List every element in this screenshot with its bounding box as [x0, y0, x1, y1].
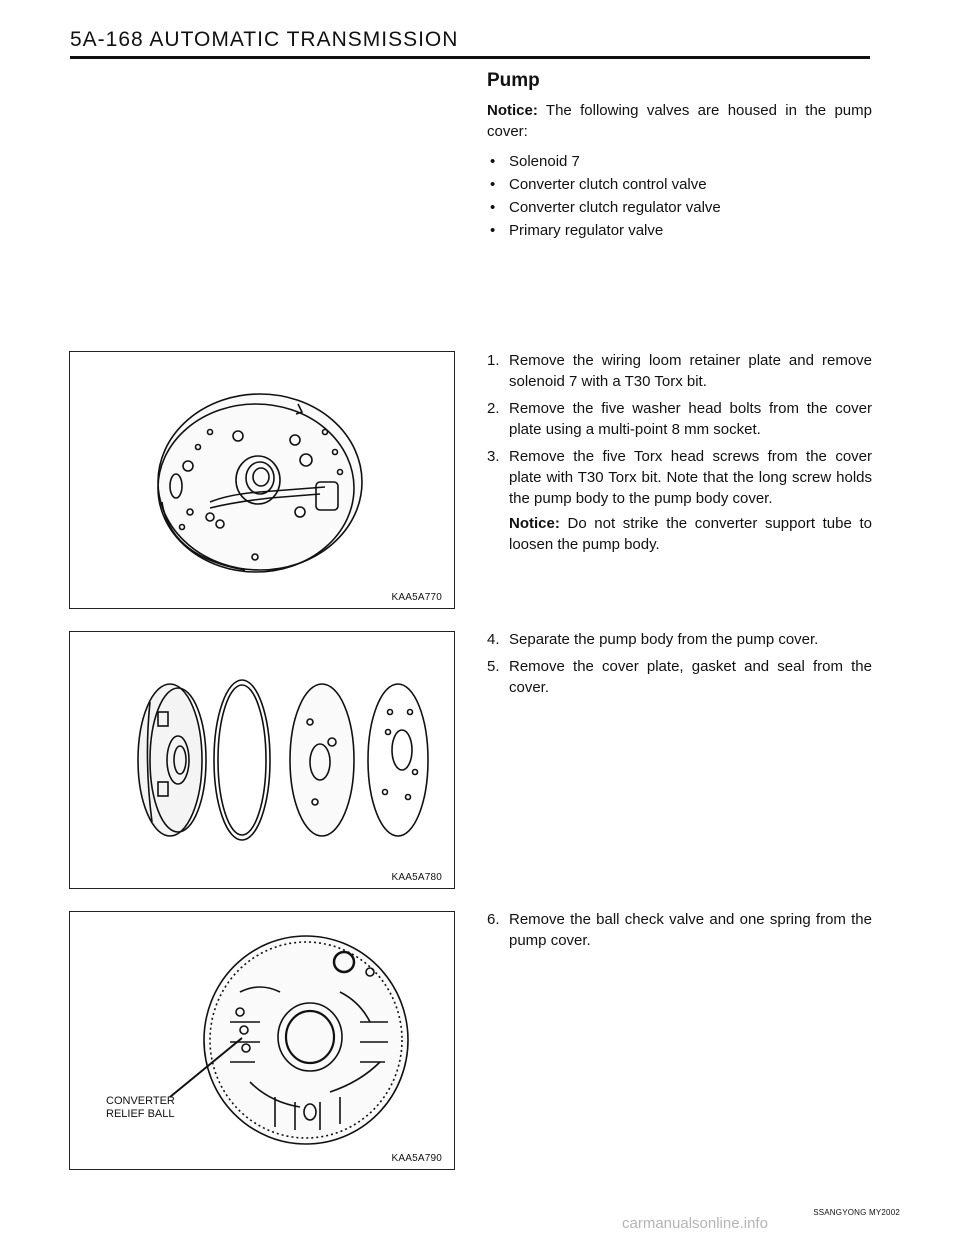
- page-header-title: 5A-168 AUTOMATIC TRANSMISSION: [70, 28, 459, 51]
- steps-group-2: [487, 629, 872, 704]
- step-text: Remove the five Torx head screws from the cover plate with T30 Torx bit. Note that the long screw holds the pump body to the pump body cover.: [509, 448, 872, 507]
- figure-code: KAA5A790: [391, 1153, 442, 1164]
- watermark: carmanualsonline.info: [622, 1215, 768, 1232]
- step-text: Remove the ball check valve and one spring from the pump cover.: [509, 911, 872, 949]
- notice-label: Notice:: [509, 515, 560, 532]
- page-footer: SSANGYONG MY2002: [813, 1208, 900, 1217]
- pump-parts-illustration: [70, 632, 454, 888]
- list-item-text: Converter clutch control valve: [509, 176, 707, 193]
- pump-cover-illustration: [70, 352, 454, 608]
- step-item: [487, 629, 872, 650]
- step-number: 2.: [487, 400, 500, 417]
- pump-cover-face-illustration: [70, 912, 454, 1169]
- step-item: [487, 909, 872, 951]
- notice-text: The following valves are housed in the pump cover:: [487, 102, 872, 140]
- figure-pump-disassembly: [69, 631, 455, 889]
- list-item-text: Solenoid 7: [509, 153, 580, 170]
- valve-list: [487, 150, 872, 242]
- notice-label: Notice:: [487, 102, 538, 119]
- bullet-icon: •: [490, 199, 496, 216]
- list-item-text: Primary regulator valve: [509, 222, 664, 239]
- step-number: 1.: [487, 352, 500, 369]
- step-item: [487, 656, 872, 698]
- step-text: Separate the pump body from the pump cover.: [509, 631, 819, 648]
- figure-pump-cover-solenoid: [69, 351, 455, 609]
- converter-relief-ball-label: [106, 1095, 175, 1121]
- section-title: Pump: [487, 70, 540, 91]
- step-text: Remove the wiring loom retainer plate and remove solenoid 7 with a T30 Torx bit.: [509, 352, 872, 390]
- step-item: [487, 398, 872, 440]
- bullet-icon: •: [490, 153, 496, 170]
- callout-line-2: RELIEF BALL: [106, 1108, 175, 1120]
- figure-code: KAA5A780: [391, 872, 442, 883]
- step-number: 6.: [487, 911, 500, 928]
- bullet-icon: •: [490, 222, 496, 239]
- step-item: [487, 350, 872, 392]
- step-text: Remove the cover plate, gasket and seal from the cover.: [509, 658, 872, 696]
- list-item-text: Converter clutch regulator valve: [509, 199, 721, 216]
- steps-group-1: [487, 350, 872, 561]
- header-rule: [70, 56, 870, 59]
- step-notice: [509, 513, 872, 555]
- notice-paragraph: [487, 100, 872, 142]
- step-number: 5.: [487, 658, 500, 675]
- callout-line-1: CONVERTER: [106, 1095, 175, 1107]
- step-number: 4.: [487, 631, 500, 648]
- list-item: [487, 173, 872, 196]
- step-item: [487, 446, 872, 555]
- notice-text: Do not strike the converter support tube to loosen the pump body.: [509, 515, 872, 553]
- step-number: 3.: [487, 448, 500, 465]
- list-item: [487, 150, 872, 173]
- figure-pump-cover-relief-ball: [69, 911, 455, 1170]
- list-item: [487, 219, 872, 242]
- step-text: Remove the five washer head bolts from the cover plate using a multi-point 8 mm socket.: [509, 400, 872, 438]
- bullet-icon: •: [490, 176, 496, 193]
- list-item: [487, 196, 872, 219]
- figure-code: KAA5A770: [391, 592, 442, 603]
- steps-group-3: [487, 909, 872, 957]
